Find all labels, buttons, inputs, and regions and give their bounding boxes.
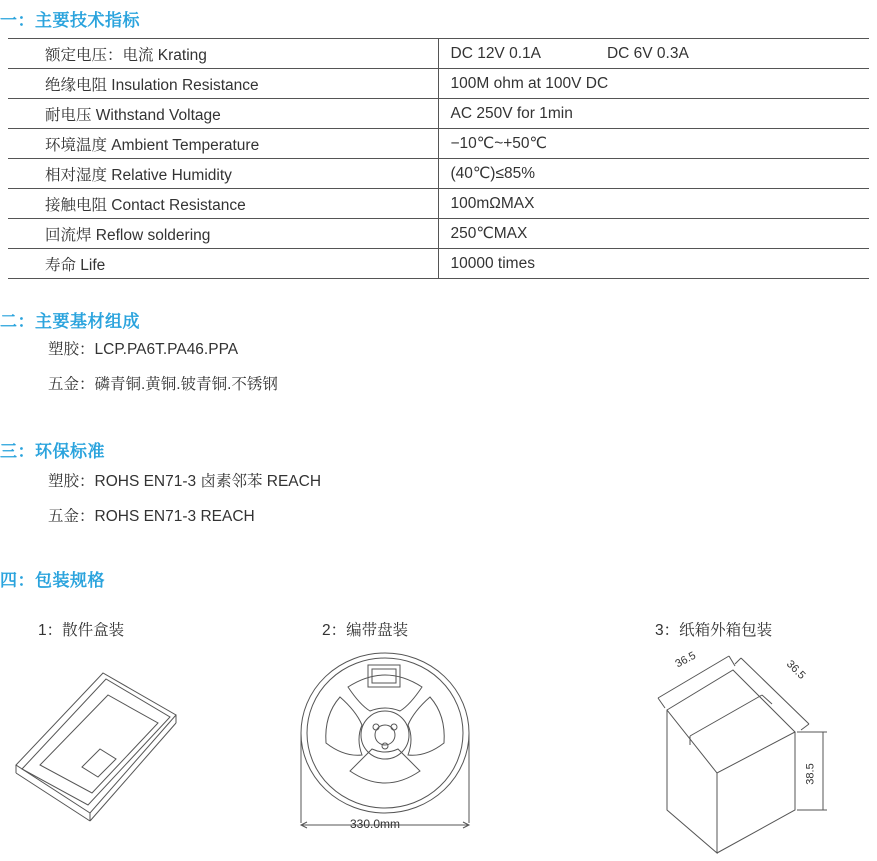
environment-plastic: 塑胶：ROHS EN71-3 卤素邻苯 REACH (48, 473, 322, 490)
spec-value (438, 249, 869, 279)
section-title-specs: 一：主要技术指标 (0, 11, 140, 31)
carton-dim-b: 36.5 (783, 658, 808, 682)
spec-value (438, 159, 869, 189)
spec-value-alt: DC 6V 0.3A (606, 44, 689, 62)
loose-box-illustration (8, 655, 188, 835)
spec-row (8, 249, 869, 279)
spec-value-text: 100M ohm at 100V DC (450, 74, 609, 92)
section-title-materials: 二：主要基材组成 (0, 312, 140, 332)
packaging-caption-reel: 2：编带盘装 (322, 622, 409, 639)
spec-row (8, 219, 869, 249)
spec-value-text: 250℃MAX (450, 225, 528, 242)
spec-label: 环境温度 Ambient Temperature (8, 129, 438, 159)
spec-row (8, 99, 869, 129)
spec-value-text: DC 12V 0.1A (450, 44, 541, 62)
spec-label: 相对湿度 Relative Humidity (8, 159, 438, 189)
carton-box-illustration (645, 650, 835, 855)
spec-value-text: 10000 times (450, 254, 535, 272)
materials-plastic: 塑胶：LCP.PA6T.PA46.PPA (48, 341, 239, 358)
section-title-packaging: 四：包装规格 (0, 571, 105, 591)
reel-diameter-label: 330.0mm (350, 817, 401, 831)
spec-table (8, 38, 869, 279)
spec-row (8, 129, 869, 159)
spec-value (438, 189, 869, 219)
spec-label: 额定电压：电流 Krating (8, 39, 438, 69)
spec-value (438, 219, 869, 249)
spec-label: 绝缘电阻 Insulation Resistance (8, 69, 438, 99)
spec-label: 耐电压 Withstand Voltage (8, 99, 438, 129)
spec-row (8, 69, 869, 99)
tape-reel-illustration (290, 645, 480, 845)
spec-label: 回流焊 Reflow soldering (8, 219, 438, 249)
spec-row (8, 39, 869, 69)
spec-value-text: 100mΩMAX (450, 194, 535, 212)
spec-row (8, 189, 869, 219)
packaging-caption-carton: 3：纸箱外箱包装 (655, 622, 773, 639)
spec-value-text: (40℃)≤85% (450, 165, 536, 182)
spec-row (8, 159, 869, 189)
section-title-environment: 三：环保标准 (0, 442, 105, 462)
environment-metal: 五金：ROHS EN71-3 REACH (48, 508, 255, 525)
spec-value-text: AC 250V for 1min (450, 104, 573, 122)
spec-value (438, 129, 869, 159)
spec-label: 接触电阻 Contact Resistance (8, 189, 438, 219)
carton-dim-c: 38.5 (804, 763, 817, 785)
spec-label: 寿命 Life (8, 249, 438, 279)
spec-value (438, 39, 869, 69)
spec-value (438, 69, 869, 99)
packaging-caption-box: 1：散件盒装 (38, 622, 125, 639)
spec-value-text: −10℃~+50℃ (450, 135, 547, 152)
materials-metal: 五金：磷青铜.黄铜.铍青铜.不锈钢 (48, 376, 278, 393)
spec-value (438, 99, 869, 129)
carton-dim-a: 36.5 (673, 649, 698, 671)
